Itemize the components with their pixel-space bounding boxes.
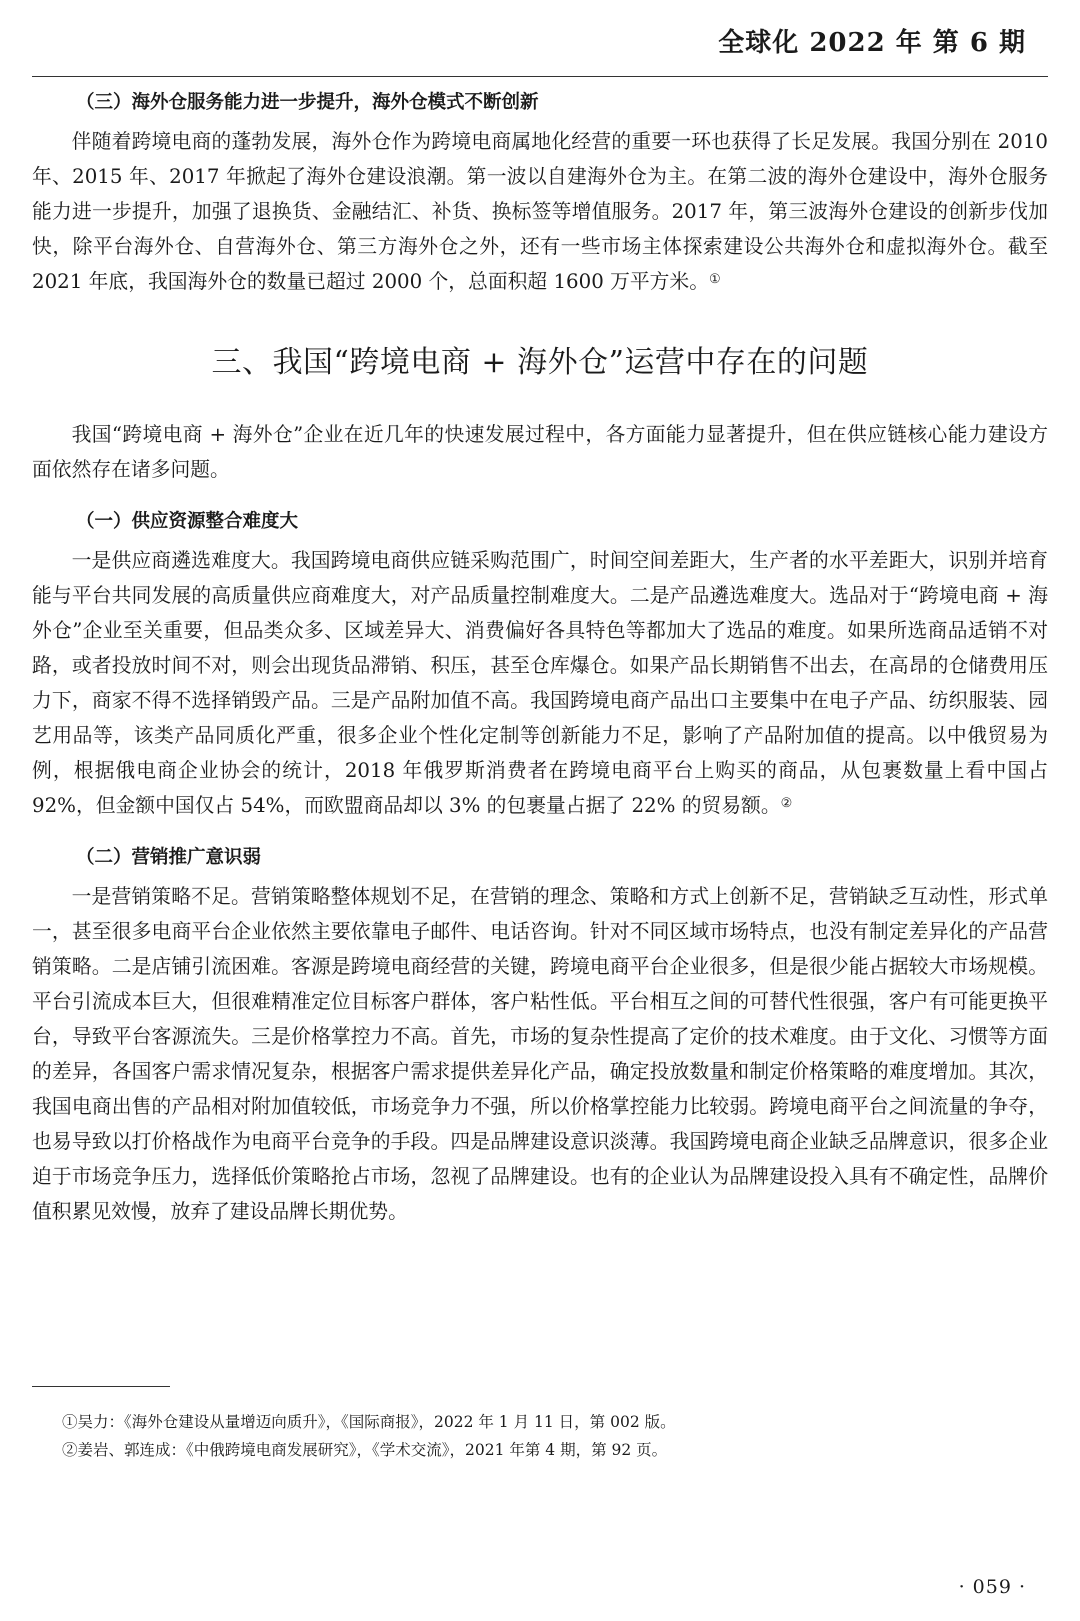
footnote-1: ①吴力：《海外仓建设从量增迈向质升》，《国际商报》，2022 年 1 月 11 日，第 002 版。	[62, 1413, 676, 1431]
subsection-heading-3: （三）海外仓服务能力进一步提升，海外仓模式不断创新	[76, 92, 539, 113]
subsection-heading-2: （二）营销推广意识弱	[76, 847, 262, 868]
paragraph-intro: 我国“跨境电商 + 海外仓”企业在近几年的快速发展过程中，各方面能力显著提升，但在供应链核心能力建设方面依然存在诸多问题。	[32, 423, 1048, 481]
section-title: 三、我国“跨境电商 + 海外仓”运营中存在的问题	[211, 345, 869, 380]
paragraph-supply	[32, 543, 1048, 823]
paragraph-overseas-warehouse	[32, 124, 1048, 299]
subsection-heading-1: （一）供应资源整合难度大	[76, 511, 299, 532]
paragraph-text: 伴随着跨境电商的蓬勃发展，海外仓作为跨境电商属地化经营的重要一环也获得了长足发展。我国分别在 2010 年、2015 年、2017 年掀起了海外仓建设浪潮。第一波以自建海外仓为主。在第二波的海外仓建设中，海外仓服务能力进一步提升，加强了退换货、金融结汇、补货、换标签等增值服务。2017 年，第三波海外仓建设的创新步伐加快，除平台海外仓、自营海外仓、第三方海外仓之外，还有一些市场主体探索建设公共海外仓和虚拟海外仓。截至 2021 年底，我国海外仓的数量已超过 2000 个，总面积超 1600 万平方米。	[32, 130, 1048, 293]
footnote-2: ②姜岩、郭连成：《中俄跨境电商发展研究》，《学术交流》，2021 年第 4 期，第 92 页。	[62, 1441, 668, 1459]
running-header	[0, 18, 1080, 62]
journal-issue: 全球化 2022 年 第 6 期	[718, 28, 1026, 58]
footnote-ref-2: ②	[780, 796, 793, 811]
article-body	[32, 80, 1048, 1229]
page-number: · 059 ·	[958, 1576, 1026, 1598]
paragraph-marketing: 一是营销策略不足。营销策略整体规划不足，在营销的理念、策略和方式上创新不足，营销缺乏互动性，形式单一，甚至很多电商平台企业依然主要依靠电子邮件、电话咨询。针对不同区域市场特点，也没有制定差异化的产品营销策略。二是店铺引流困难。客源是跨境电商经营的关键，跨境电商平台企业很多，但是很少能占据较大市场规模。平台引流成本巨大，但很难精准定位目标客户群体，客户粘性低。平台相互之间的可替代性很强，客户有可能更换平台，导致平台客源流失。三是价格掌控力不高。首先，市场的复杂性提高了定价的技术难度。由于文化、习惯等方面的差异，各国客户需求情况复杂，根据客户需求提供差异化产品，确定投放数量和制定价格策略的难度增加。其次，我国电商出售的产品相对附加值较低，市场竞争力不强，所以价格掌控能力比较弱。跨境电商平台之间流量的争夺，也易导致以打价格战作为电商平台竞争的手段。四是品牌建设意识淡薄。我国跨境电商企业缺乏品牌意识，很多企业迫于市场竞争压力，选择低价策略抢占市场，忽视了品牌建设。也有的企业认为品牌建设投入具有不确定性，品牌价值积累见效慢，放弃了建设品牌长期优势。	[32, 885, 1048, 1223]
footnote-rule	[32, 1386, 170, 1387]
footnotes	[62, 1408, 1022, 1464]
header-rule	[32, 76, 1048, 77]
paragraph-text: 一是供应商遴选难度大。我国跨境电商供应链采购范围广，时间空间差距大，生产者的水平差距大，识别并培育能与平台共同发展的高质量供应商难度大，对产品质量控制难度大。二是产品遴选难度大。选品对于“跨境电商 + 海外仓”企业至关重要，但品类众多、区域差异大、消费偏好各具特色等都加大了选品的难度。如果所选商品适销不对路，或者投放时间不对，则会出现货品滞销、积压，甚至仓库爆仓。如果产品长期销售不出去，在高昂的仓储费用压力下，商家不得不选择销毁产品。三是产品附加值不高。我国跨境电商产品出口主要集中在电子产品、纺织服装、园艺用品等，该类产品同质化严重，很多企业个性化定制等创新能力不足，影响了产品附加值的提高。以中俄贸易为例，根据俄电商企业协会的统计，2018 年俄罗斯消费者在跨境电商平台上购买的商品，从包裹数量上看中国占 92%，但金额中国仅占 54%，而欧盟商品却以 3% 的包裹量占据了 22% 的贸易额。	[32, 549, 1048, 817]
footnote-ref-1: ①	[709, 272, 721, 287]
